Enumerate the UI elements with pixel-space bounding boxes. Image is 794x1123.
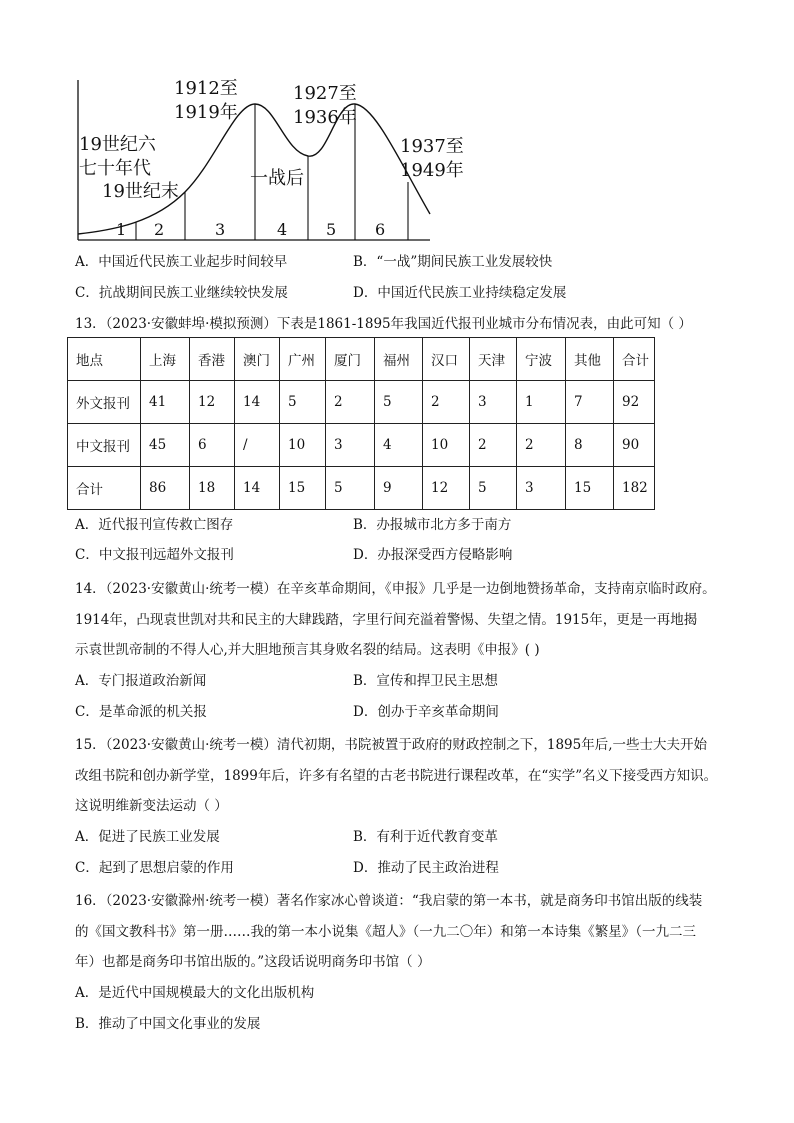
table-cell: 10 xyxy=(423,424,470,467)
q12-option-b[interactable]: B．“一战”期间民族工业发展较快 xyxy=(353,254,553,270)
q15-option-d[interactable]: D．推动了民主政治进程 xyxy=(353,860,499,876)
q15-stem-line2: 改组书院和创办新学堂，1899年后，许多有名望的古老书院进行课程改革，在“实学”名义下接受西方知识。 xyxy=(75,768,718,784)
table-header-cell: 广州 xyxy=(280,338,326,381)
table-cell: 14 xyxy=(235,381,280,424)
table-cell: 5 xyxy=(470,467,517,510)
q15-option-a[interactable]: A．促进了民族工业发展 xyxy=(75,829,220,845)
table-cell: 6 xyxy=(190,424,235,467)
table-cell: 90 xyxy=(614,424,655,467)
table-cell: 14 xyxy=(235,467,280,510)
chart-svg xyxy=(70,72,490,247)
table-header-row xyxy=(68,338,655,381)
table-cell: 5 xyxy=(326,467,375,510)
table-cell: 15 xyxy=(280,467,326,510)
q13-option-d[interactable]: D．办报深受西方侵略影响 xyxy=(353,547,513,563)
table-cell: 2 xyxy=(470,424,517,467)
table-header-cell: 厦门 xyxy=(326,338,375,381)
table-header-cell: 天津 xyxy=(470,338,517,381)
annotation-label: 1912至 xyxy=(174,78,238,99)
table-header-cell: 香港 xyxy=(190,338,235,381)
q16-option-a[interactable]: A．是近代中国规模最大的文化出版机构 xyxy=(75,985,315,1001)
table-cell: 182 xyxy=(614,467,655,510)
table-cell: 合计 xyxy=(68,467,141,510)
table-header-cell: 上海 xyxy=(141,338,190,381)
table-header-cell: 地点 xyxy=(68,338,141,381)
stage-label: 5 xyxy=(326,220,337,239)
table-cell: 2 xyxy=(423,381,470,424)
q13-option-c[interactable]: C．中文报刊远超外文报刊 xyxy=(75,547,234,563)
table-cell: 3 xyxy=(326,424,375,467)
q13-option-a[interactable]: A．近代报刊宣传救亡图存 xyxy=(75,517,234,533)
table-cell: / xyxy=(235,424,280,467)
q14-option-d[interactable]: D．创办于辛亥革命期间 xyxy=(353,704,499,720)
table-cell: 2 xyxy=(326,381,375,424)
stage-label: 3 xyxy=(215,220,226,239)
table-cell: 8 xyxy=(566,424,614,467)
q14-option-a[interactable]: A．专门报道政治新闻 xyxy=(75,673,207,689)
table-cell: 7 xyxy=(566,381,614,424)
table-header-cell: 汉口 xyxy=(423,338,470,381)
stage-label: 2 xyxy=(154,220,165,239)
q16-stem-line1: 16．（2023·安徽滁州·统考一模）著名作家冰心曾谈道：“我启蒙的第一本书，就是商务印书馆出版的线装 xyxy=(75,893,703,909)
annotation-label: 19世纪末 xyxy=(102,181,179,202)
table-cell: 外文报刊 xyxy=(68,381,141,424)
annotation-label: 七十年代 xyxy=(79,158,151,179)
table-cell: 41 xyxy=(141,381,190,424)
table-row xyxy=(68,424,655,467)
q15-option-b[interactable]: B．有利于近代教育变革 xyxy=(353,829,498,845)
q13-option-b[interactable]: B．办报城市北方多于南方 xyxy=(353,517,512,533)
table-cell: 中文报刊 xyxy=(68,424,141,467)
table-header-cell: 宁波 xyxy=(517,338,566,381)
q14-stem-line1: 14．（2023·安徽黄山·统考一模）在辛亥革命期间，《申报》几乎是一边倒地赞扬革命，支持南京临时政府。 xyxy=(75,581,716,597)
stage-label: 4 xyxy=(277,220,288,239)
table-cell: 5 xyxy=(375,381,423,424)
table-cell: 15 xyxy=(566,467,614,510)
table-cell: 2 xyxy=(517,424,566,467)
newspaper-distribution-table xyxy=(67,337,655,510)
table-header-cell: 澳门 xyxy=(235,338,280,381)
industry-development-chart xyxy=(70,72,490,247)
q13-stem: 13．（2023·安徽蚌埠·模拟预测）下表是1861-1895年我国近代报刊业城市分布情况表，由此可知（ ） xyxy=(75,316,692,332)
annotation-label: 1937至 xyxy=(400,136,464,157)
q12-option-c[interactable]: C．抗战期间民族工业继续较快发展 xyxy=(75,285,288,301)
q16-stem-line2: 的《国文教科书》第一册……我的第一本小说集《超人》（一九二〇年）和第一本诗集《繁星》（一九二三 xyxy=(75,924,696,940)
q15-stem-line3: 这说明维新变法运动（ ） xyxy=(75,798,228,814)
table-cell: 92 xyxy=(614,381,655,424)
table-header-cell: 合计 xyxy=(614,338,655,381)
annotation-label: 1919年 xyxy=(174,102,238,123)
table-row xyxy=(68,467,655,510)
annotation-label: 1949年 xyxy=(400,160,464,181)
q14-option-c[interactable]: C．是革命派的机关报 xyxy=(75,704,207,720)
table-cell: 5 xyxy=(280,381,326,424)
stage-label: 1 xyxy=(116,220,127,239)
q15-option-c[interactable]: C．起到了思想启蒙的作用 xyxy=(75,860,234,876)
q12-option-a[interactable]: A．中国近代民族工业起步时间较早 xyxy=(75,254,288,270)
q16-stem-line3: 年）也都是商务印书馆出版的。”这段话说明商务印书馆（ ） xyxy=(75,954,431,970)
annotation-label: 1936年 xyxy=(293,107,357,128)
q15-stem-line1: 15．（2023·安徽黄山·统考一模）清代初期，书院被置于政府的财政控制之下，1895年后,一些士大夫开始 xyxy=(75,737,708,753)
table-cell: 3 xyxy=(470,381,517,424)
q14-option-b[interactable]: B．宣传和捍卫民主思想 xyxy=(353,673,498,689)
table-cell: 4 xyxy=(375,424,423,467)
annotation-label: 一战后 xyxy=(250,168,304,189)
q14-stem-line3: 示袁世凯帝制的不得人心,并大胆地预言其身败名裂的结局。这表明《申报》( ) xyxy=(75,642,540,658)
q14-stem-line2: 1914年，凸现袁世凯对共和民主的大肆践踏，字里行间充溢着警惕、失望之情。1915年，更是一再地揭 xyxy=(75,612,698,628)
q12-option-d[interactable]: D．中国近代民族工业持续稳定发展 xyxy=(353,285,567,301)
table-cell: 1 xyxy=(517,381,566,424)
table-cell: 12 xyxy=(423,467,470,510)
table-row xyxy=(68,381,655,424)
q16-option-b[interactable]: B．推动了中国文化事业的发展 xyxy=(75,1016,261,1032)
stage-label: 6 xyxy=(375,220,386,239)
table-header-cell: 其他 xyxy=(566,338,614,381)
annotation-label: 19世纪六 xyxy=(79,134,156,155)
annotation-label: 1927至 xyxy=(293,83,357,104)
table-cell: 18 xyxy=(190,467,235,510)
table-cell: 10 xyxy=(280,424,326,467)
table-cell: 12 xyxy=(190,381,235,424)
table-cell: 86 xyxy=(141,467,190,510)
table-cell: 45 xyxy=(141,424,190,467)
table-cell: 9 xyxy=(375,467,423,510)
table-header-cell: 福州 xyxy=(375,338,423,381)
table-cell: 3 xyxy=(517,467,566,510)
